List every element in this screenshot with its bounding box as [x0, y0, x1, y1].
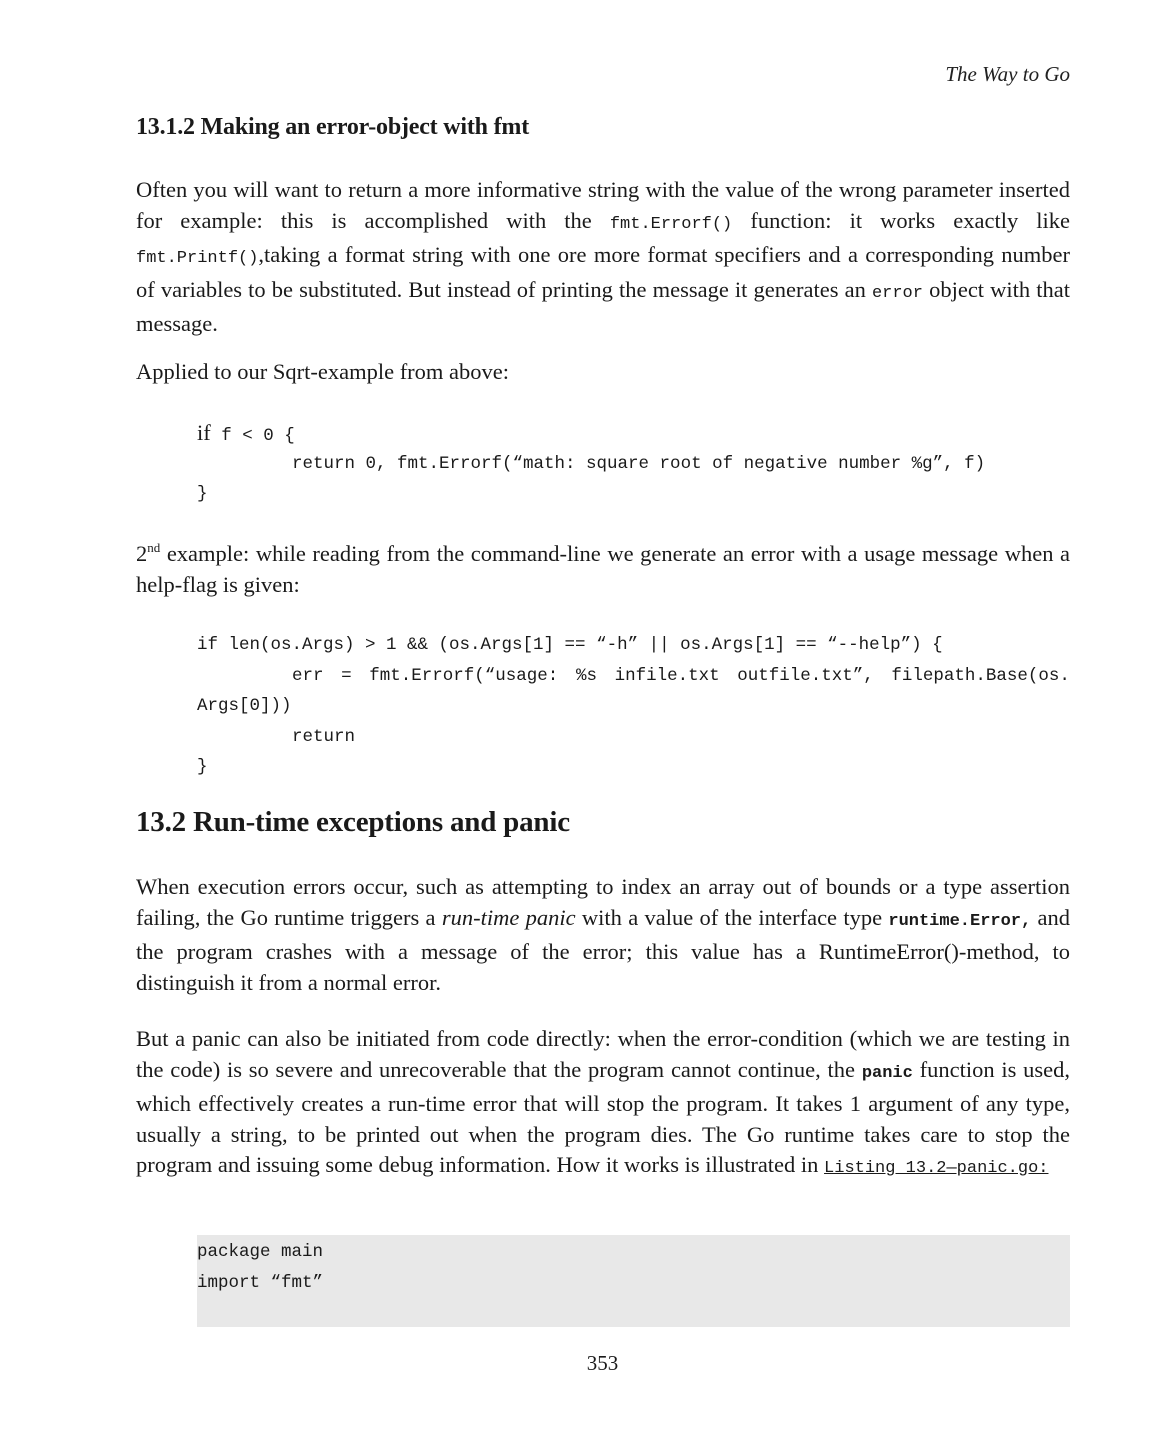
paragraph-panic-function: [136, 1024, 1070, 1185]
code-token: fmt.Errorf(“usage:: [369, 665, 559, 686]
text: example: while reading from the command-line we generate an error with a usage message when a help-flag is given:: [136, 541, 1070, 597]
code-token: outfile.txt”,: [737, 665, 874, 686]
code-line: return: [292, 726, 356, 747]
text: function: it works exactly like: [732, 207, 1070, 233]
code-token: err: [292, 665, 324, 686]
inline-code: error: [871, 283, 923, 303]
code-token: %s: [575, 665, 597, 686]
inline-code: fmt.Printf(): [136, 249, 259, 268]
code-token: filepath.Base(os.: [891, 665, 1070, 686]
running-header-title: The Way to Go: [945, 62, 1070, 86]
paragraph-sqrt-example: Applied to our Sqrt-example from above:: [136, 359, 510, 384]
paragraph-second-example: [136, 539, 1070, 600]
code-token: infile.txt: [614, 665, 720, 686]
code-line: return 0, fmt.Errorf(“math: square root of negative number %g”, f): [292, 453, 986, 474]
text: When execution errors occur, such as attempting to index an array out of bounds or a type assertion failing, the Go runtime triggers a: [136, 874, 1070, 930]
text: ,taking a format string with one ore more format specifiers and a corresponding number of variables to be substituted. But instead of printing the message it generates an: [136, 242, 1070, 302]
code-text: f < 0 {: [210, 426, 295, 446]
text: But a panic can also be initiated from code directly: when the error-condition (which we are testing in the code) is so severe and unrecoverable that the program cannot continue, the: [136, 1026, 1070, 1082]
paragraph-errorf-intro: [136, 175, 1070, 340]
code-line: Args[0])): [197, 696, 292, 716]
inline-code: fmt.Errorf(): [609, 214, 733, 234]
emphasis: run-time panic: [441, 904, 576, 930]
code-token: =: [341, 665, 352, 686]
code-line: package main: [197, 1242, 324, 1262]
code-keyword: if: [197, 420, 211, 445]
text: object with that message.: [136, 276, 1071, 336]
listing-link[interactable]: Listing 13.2—panic.go:: [824, 1159, 1049, 1178]
code-block-usage: [197, 630, 1070, 783]
text: Often you will want to return a more informative string with the value of the wrong parameter inserted for example: this is accomplished with the: [136, 177, 1070, 233]
page-number: 353: [586, 1351, 619, 1375]
code-line: [197, 418, 1070, 449]
text: with a value of the interface type: [575, 904, 889, 930]
text: function is used, which effectively creates a run-time error that will stop the program. It takes 1 argument of any type, usually a string, to be printed out when the program dies. The Go runtime takes care to stop the program and issuing some debug information. How it works is illustrated in: [136, 1056, 1070, 1177]
code-line: [197, 661, 1070, 692]
code-line: }: [197, 484, 208, 504]
inline-code: panic: [861, 1063, 913, 1083]
paragraph-runtime-exceptions: [136, 872, 1070, 998]
code-listing-panic-go: [197, 1235, 1070, 1327]
text: 2: [136, 541, 148, 566]
superscript: nd: [147, 540, 161, 555]
code-block-sqrt: [197, 418, 1070, 510]
section-heading-13-2: 13.2 Run-time exceptions and panic: [136, 806, 570, 838]
inline-code: runtime.Error,: [888, 911, 1032, 931]
section-heading-13-1-2: 13.1.2 Making an error-object with fmt: [136, 114, 529, 140]
code-line: if len(os.Args) > 1 && (os.Args[1] == “-h” || os.Args[1] == “--help”) {: [197, 635, 943, 655]
code-line: import “fmt”: [197, 1272, 324, 1293]
code-line: }: [197, 757, 208, 777]
text: and the program crashes with a message of the error; this value has a RuntimeError()-method, to distinguish it from a normal error.: [136, 904, 1070, 995]
